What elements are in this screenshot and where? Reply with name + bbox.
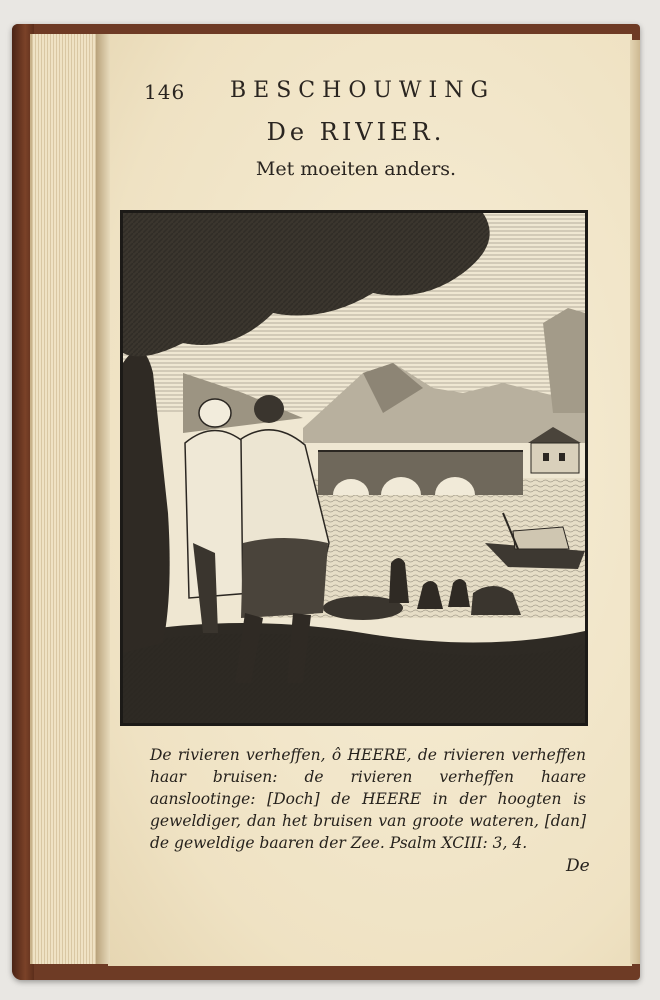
chapter-title: De RIVIER. — [266, 118, 446, 146]
bridge-icon — [318, 451, 523, 495]
motto: Met moeiten anders. — [255, 158, 457, 180]
page-number: 146 — [144, 80, 186, 104]
engraving-illustration — [120, 210, 588, 726]
running-head — [144, 80, 584, 108]
page-right-edge — [630, 40, 640, 964]
page-block-edges — [30, 34, 102, 964]
page-gutter — [96, 34, 110, 964]
catchword: De — [566, 856, 590, 876]
running-title: BESCHOUWING — [230, 78, 496, 103]
psalm-caption: De rivieren verheffen, ô HEERE, de rivieren verheffen haar bruisen: de rivieren verheffen haare aanslootinge: [Doch] de HEERE in der hoogten is geweldiger, dan het bruisen van groote wateren, [dan] de geweldige baaren der Zee. Psalm XCIII: 3, 4. — [150, 746, 586, 852]
